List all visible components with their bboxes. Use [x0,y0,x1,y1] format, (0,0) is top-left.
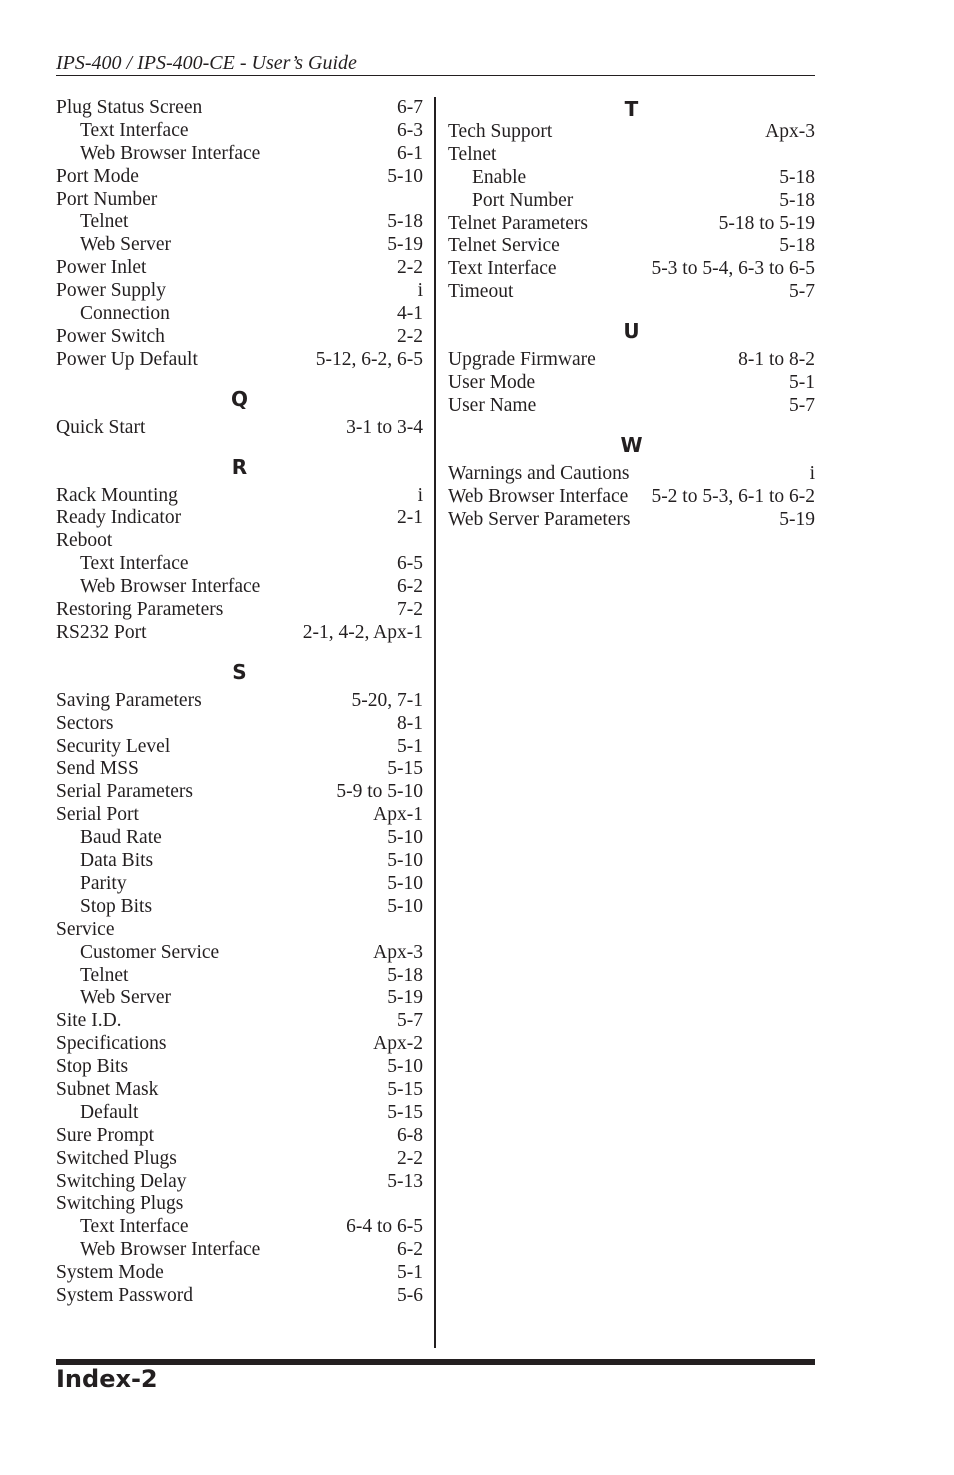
index-entry [56,189,423,212]
index-page-refs: 2-2 [397,1147,423,1169]
index-subentry [56,303,423,326]
index-term: Telnet [448,143,497,165]
index-term: Reboot [56,530,113,552]
index-page-refs: 5-15 [387,758,423,780]
index-term: Default [80,1101,139,1123]
index-page-refs: 5-18 [387,964,423,986]
index-term: User Mode [448,372,536,394]
index-letter-heading: S [232,659,247,684]
index-term: Upgrade Firmware [448,349,596,371]
index-entry [56,713,423,736]
index-term: Tech Support [448,121,553,142]
index-term: Power Switch [56,325,165,347]
index-term: Saving Parameters [56,689,202,711]
index-term: Restoring Parameters [56,599,224,621]
index-entry [56,690,423,713]
index-page-refs: Apx-3 [373,941,423,963]
index-entry [56,507,423,530]
index-term: System Password [56,1284,194,1306]
index-subentry [56,1102,423,1125]
index-term: Switching Delay [56,1170,187,1192]
index-entry [56,349,423,372]
index-subentry [56,1216,423,1239]
column-divider [434,97,436,1348]
index-term: Text Interface [80,119,189,141]
index-entry [56,599,423,622]
index-term: Port Number [472,189,574,211]
index-term: Text Interface [80,553,189,575]
index-entry [448,395,815,418]
index-term: Security Level [56,735,171,757]
index-subentry [56,873,423,896]
index-term: Timeout [448,281,514,303]
index-entry [56,1171,423,1194]
index-term: User Name [448,394,537,416]
index-page-refs: 8-1 [397,712,423,734]
index-page-refs: 5-10 [387,850,423,872]
index-term: Web Browser Interface [80,1239,261,1261]
index-term: Stop Bits [80,895,153,917]
index-term: Telnet [80,964,129,986]
index-term: Switching Plugs [56,1193,184,1215]
index-subentry [56,827,423,850]
index-term: Power Inlet [56,257,147,279]
index-entry [56,257,423,280]
index-entry [448,372,815,395]
index-page-refs: 5-1 [397,735,423,757]
index-entry [56,166,423,189]
index-term: Port Number [56,188,158,210]
index-page-refs: i [417,484,423,506]
index-term: RS232 Port [56,621,147,643]
index-term: Switched Plugs [56,1147,177,1169]
index-page-refs: 5-1 [789,372,815,394]
index-page-refs: 8-1 to 8-2 [738,349,815,371]
index-page-refs: 5-10 [387,165,423,187]
index-term: Baud Rate [80,827,162,849]
index-page-refs: 4-1 [397,303,423,325]
index-term: Web Server [80,987,172,1009]
index-letter-heading: W [620,432,643,457]
index-page-refs: 5-18 [779,235,815,257]
running-header: IPS-400 / IPS-400-CE - User’s Guide [56,52,357,74]
index-entry [56,758,423,781]
index-term: Power Up Default [56,348,198,370]
index-page-refs: 6-5 [397,553,423,575]
index-term: Plug Status Screen [56,97,203,118]
index-term: Telnet Parameters [448,212,588,234]
index-term: Sectors [56,712,114,734]
index-term: Web Server Parameters [448,508,631,530]
index-entry [56,1010,423,1033]
index-term: Enable [472,166,527,188]
index-entry [56,736,423,759]
index-term: Serial Parameters [56,781,193,803]
index-page-refs: 6-8 [397,1124,423,1146]
index-subentry [56,987,423,1010]
index-page-refs: 5-15 [387,1078,423,1100]
index-page-refs: i [809,462,815,484]
index-entry [56,530,423,553]
index-entry [56,485,423,508]
index-subentry [56,1239,423,1262]
index-entry [448,121,815,144]
index-subentry [56,234,423,257]
index-page-refs: 5-18 [387,211,423,233]
index-term: Web Browser Interface [448,485,629,507]
index-entry [56,1079,423,1102]
index-subentry [56,576,423,599]
index-entry [56,804,423,827]
index-page-refs: 5-18 to 5-19 [718,212,815,234]
index-page-refs: 5-12, 6-2, 6-5 [315,348,423,370]
index-page-refs: 2-1 [397,507,423,529]
page-number: Index-2 [56,1365,158,1393]
index-term: Web Browser Interface [80,576,261,598]
index-page-refs: 5-6 [397,1284,423,1306]
index-letter-heading: U [623,319,640,344]
index-entry [448,463,815,486]
index-page-refs: 2-2 [397,257,423,279]
index-entry [56,1033,423,1056]
index-column-right [448,97,815,531]
index-page-refs: 6-2 [397,576,423,598]
index-term: Subnet Mask [56,1078,159,1100]
index-subentry [56,965,423,988]
index-subentry [448,167,815,190]
index-page-refs: 6-1 [397,142,423,164]
index-term: Serial Port [56,804,139,826]
index-page-refs: 5-19 [387,987,423,1009]
index-page-refs: 5-1 [397,1262,423,1284]
index-entry [448,509,815,532]
index-entry [56,280,423,303]
index-term: Quick Start [56,416,146,438]
index-page-refs: 5-7 [789,394,815,416]
index-page-refs: 6-7 [397,97,423,118]
index-entry [56,1056,423,1079]
index-page-refs: 5-7 [397,1010,423,1032]
index-entry [448,486,815,509]
index-term: Port Mode [56,165,139,187]
index-entry [448,144,815,167]
index-term: Data Bits [80,850,154,872]
footer-rule [56,1359,815,1365]
index-page-refs: 5-10 [387,895,423,917]
index-term: Parity [80,872,127,894]
index-subentry [56,120,423,143]
index-term: Specifications [56,1033,167,1055]
index-term: Text Interface [448,258,557,280]
index-subentry [56,896,423,919]
index-page-refs: 7-2 [397,599,423,621]
header-rule [56,75,815,76]
index-entry [448,258,815,281]
index-page-refs: 3-1 to 3-4 [346,416,423,438]
index-entry [56,1125,423,1148]
index-page-refs: 5-13 [387,1170,423,1192]
index-entry [56,1285,423,1308]
index-page-refs: 5-10 [387,872,423,894]
index-term: Site I.D. [56,1010,122,1032]
index-page-refs: 5-10 [387,827,423,849]
index-term: System Mode [56,1262,164,1284]
index-subentry [448,190,815,213]
index-letter-heading: Q [230,386,248,411]
index-term: Sure Prompt [56,1124,155,1146]
index-page-refs: 5-18 [779,166,815,188]
index-entry [56,326,423,349]
index-page-refs: 5-2 to 5-3, 6-1 to 6-2 [651,485,815,507]
index-page-refs: 5-19 [387,234,423,256]
index-entry [56,417,423,440]
index-term: Telnet [80,211,129,233]
index-letter-heading: T [624,97,639,121]
index-page-refs: 2-1, 4-2, Apx-1 [302,621,423,643]
index-subentry [56,143,423,166]
index-term: Connection [80,303,170,325]
index-term: Ready Indicator [56,507,182,529]
index-entry [56,781,423,804]
index-column-left [56,97,423,1308]
index-page-refs: 5-9 to 5-10 [336,781,423,803]
index-subentry [56,850,423,873]
index-page-refs: 5-19 [779,508,815,530]
index-entry [448,213,815,236]
index-page-refs: 5-15 [387,1101,423,1123]
index-page-refs: 5-7 [789,281,815,303]
index-page-refs: Apx-1 [373,804,423,826]
index-term: Telnet Service [448,235,560,257]
index-entry [56,97,423,120]
index-entry [448,349,815,372]
index-letter-heading: R [231,454,248,479]
index-term: Rack Mounting [56,484,178,506]
index-entry [448,235,815,258]
index-entry [448,281,815,304]
index-page-refs: Apx-3 [765,121,815,142]
index-page-refs: 6-4 to 6-5 [346,1216,423,1238]
index-page-refs: 5-18 [779,189,815,211]
index-term: Stop Bits [56,1056,129,1078]
index-entry [56,1148,423,1171]
index-entry [56,622,423,645]
index-page-refs: 5-10 [387,1056,423,1078]
index-page-refs: 6-2 [397,1239,423,1261]
index-term: Send MSS [56,758,139,780]
index-term: Service [56,918,115,940]
index-page-refs: 5-20, 7-1 [351,689,423,711]
index-subentry [56,942,423,965]
index-term: Customer Service [80,941,220,963]
index-page-refs: i [417,280,423,302]
index-page-refs: 6-3 [397,119,423,141]
index-page-refs: 5-3 to 5-4, 6-3 to 6-5 [651,258,815,280]
index-term: Power Supply [56,280,166,302]
index-page-refs: Apx-2 [373,1033,423,1055]
index-subentry [56,553,423,576]
index-subentry [56,211,423,234]
index-term: Web Browser Interface [80,142,261,164]
index-term: Web Server [80,234,172,256]
index-entry [56,919,423,942]
index-term: Text Interface [80,1216,189,1238]
index-term: Warnings and Cautions [448,462,630,484]
index-entry [56,1262,423,1285]
index-page-refs: 2-2 [397,325,423,347]
index-entry [56,1193,423,1216]
